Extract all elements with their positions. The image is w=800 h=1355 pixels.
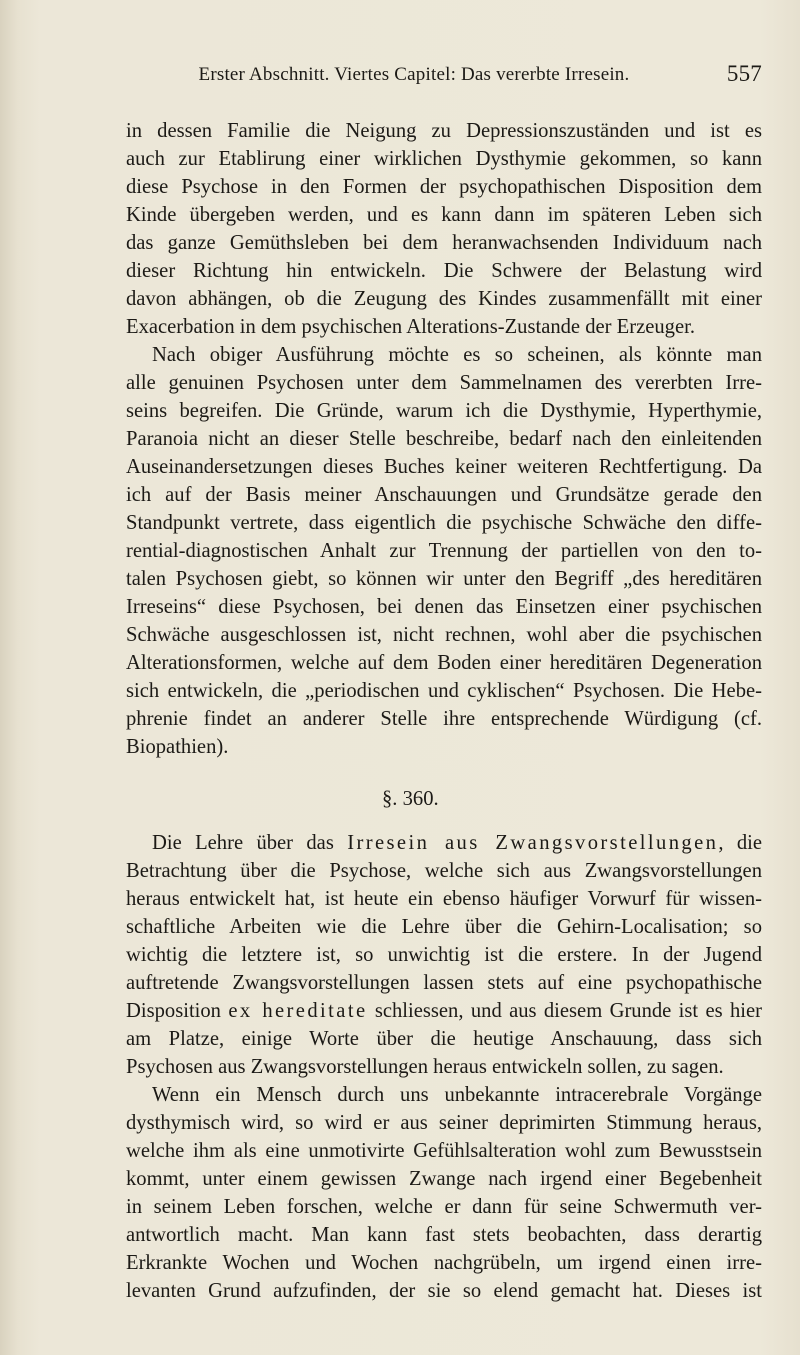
text-line: auch zur Etablirung einer wirklichen Dysthymie gekommen, so kann: [126, 148, 762, 170]
text-line: welche ihm als eine unmotivirte Gefühlsalteration wohl zum Bewusstsein: [126, 1140, 762, 1162]
text-line: sich entwickeln, die „periodischen und cyklischen“ Psychosen. Die Hebe-: [126, 680, 762, 702]
paragraph-4: [126, 1081, 762, 1305]
spaced-term: Irresein aus Zwangsvorstellungen: [347, 832, 719, 854]
text-line: heraus entwickelt hat, ist heute ein ebenso häufiger Vorwurf für wissen-: [126, 888, 762, 910]
paragraph-2: [126, 341, 762, 761]
text-line: das ganze Gemüthsleben bei dem heranwachsenden Individuum nach: [126, 232, 762, 254]
text-line: Psychosen aus Zwangsvorstellungen heraus entwickeln sollen, zu sagen.: [126, 1056, 724, 1078]
text-line: Auseinandersetzungen dieses Buches keiner weiteren Rechtfertigung. Da: [126, 456, 762, 478]
text-line: levanten Grund aufzufinden, der sie so elend gemacht hat. Dieses ist: [126, 1280, 762, 1302]
text-line: phrenie findet an anderer Stelle ihre entsprechende Würdigung (cf.: [126, 708, 762, 730]
text-line: am Platze, einige Worte über die heutige Anschauung, dass sich: [126, 1028, 762, 1050]
text-line: kommt, unter einem gewissen Zwange nach irgend einer Begebenheit: [126, 1168, 762, 1190]
text-line: dieser Richtung hin entwickeln. Die Schwere der Belastung wird: [126, 260, 762, 282]
running-title: Erster Abschnitt. Viertes Capitel: Das vererbte Irresein.: [198, 64, 630, 85]
text-line: Betrachtung über die Psychose, welche sich aus Zwangsvorstellungen: [126, 860, 762, 882]
text-line: Paranoia nicht an dieser Stelle beschreibe, bedarf nach den einleitenden: [126, 428, 762, 450]
paragraph-3: [126, 829, 762, 1081]
text-line: Alterationsformen, welche auf dem Boden einer hereditären Degeneration: [126, 652, 762, 674]
text-line: in seinem Leben forschen, welche er dann für seine Schwermuth ver-: [126, 1196, 762, 1218]
text-line: Exacerbation in dem psychischen Alterations-Zustande der Erzeuger.: [126, 316, 695, 338]
text-line: in dessen Familie die Neigung zu Depressionszuständen und ist es: [126, 120, 762, 142]
text-line: Kinde übergeben werden, und es kann dann im späteren Leben sich: [126, 204, 762, 226]
text-line: ich auf der Basis meiner Anschauungen und Grundsätze gerade den: [126, 484, 762, 506]
text-line: [126, 997, 762, 1025]
text-line: Irreseins“ diese Psychosen, bei denen das Einsetzen einer psychischen: [126, 596, 762, 618]
text-line: Schwäche ausgeschlossen ist, nicht rechnen, wohl aber die psychischen: [126, 624, 762, 646]
text-span: Disposition: [126, 1000, 229, 1022]
text-span: , die: [718, 832, 762, 854]
body-text: [126, 117, 762, 1305]
text-line: schaftliche Arbeiten wie die Lehre über die Gehirn-Localisation; so: [126, 916, 762, 938]
text-span: Die Lehre über das: [152, 832, 348, 854]
text-line: rential-diagnostischen Anhalt zur Trennung der partiellen von den to-: [126, 540, 762, 562]
text-line: dysthymisch wird, so wird er aus seiner deprimirten Stimmung heraus,: [126, 1112, 762, 1134]
text-line: [126, 829, 762, 857]
text-line: alle genuinen Psychosen unter dem Sammelnamen des vererbten Irre-: [126, 372, 762, 394]
text-line: auftretende Zwangsvorstellungen lassen stets auf eine psychopathische: [126, 972, 762, 994]
text-line: Wenn ein Mensch durch uns unbekannte intracerebrale Vorgänge: [152, 1084, 762, 1106]
text-line: Biopathien).: [126, 736, 229, 758]
text-line: Standpunkt vertrete, dass eigentlich die psychische Schwäche den diffe-: [126, 512, 762, 534]
page-number: 557: [726, 61, 762, 86]
paragraph-1: [126, 117, 762, 341]
text-line: wichtig die letztere ist, so unwichtig ist die erstere. In der Jugend: [126, 944, 762, 966]
text-line: davon abhängen, ob die Zeugung des Kindes zusammenfällt mit einer: [126, 288, 762, 310]
section-heading: §. 360.: [382, 788, 439, 810]
text-line: diese Psychose in den Formen der psychopathischen Disposition dem: [126, 176, 762, 198]
text-line: Erkrankte Wochen und Wochen nachgrübeln, um irgend einen irre-: [126, 1252, 762, 1274]
text-span: schliessen, und aus diesem Grunde ist es hier: [367, 1000, 763, 1022]
text-line: antwortlich macht. Man kann fast stets beobachten, dass derartig: [126, 1224, 762, 1246]
spaced-term: ex hereditate: [228, 1000, 368, 1022]
text-line: seins begreifen. Die Gründe, warum ich die Dysthymie, Hyperthymie,: [126, 400, 762, 422]
running-header: [126, 61, 762, 94]
text-line: talen Psychosen giebt, so können wir unter den Begriff „des hereditären: [126, 568, 762, 590]
text-line: Nach obiger Ausführung möchte es so scheinen, als könnte man: [152, 344, 762, 366]
